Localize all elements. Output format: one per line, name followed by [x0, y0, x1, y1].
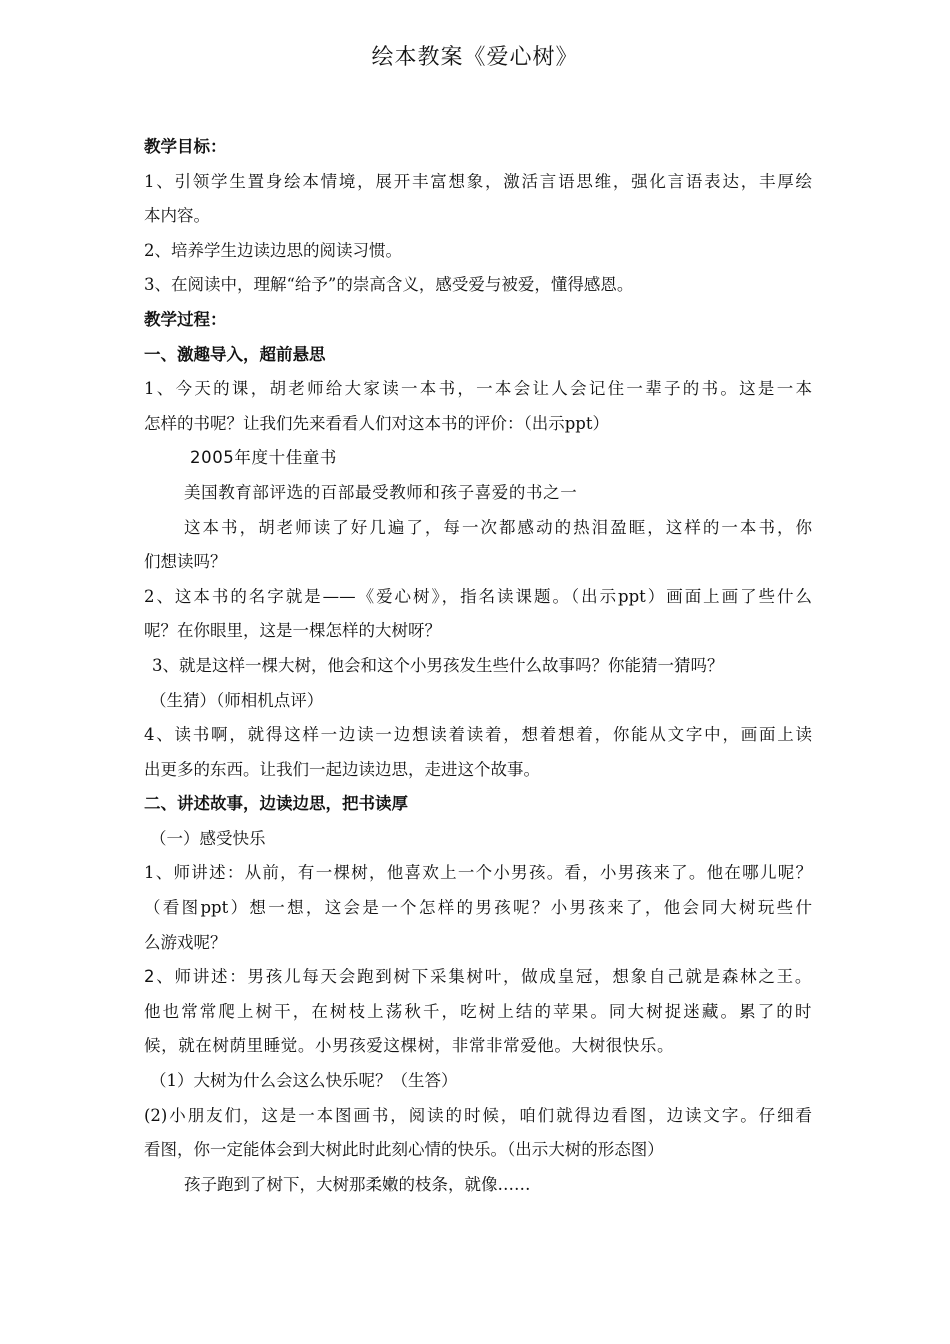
heading-teaching-process: 教学过程： — [144, 309, 227, 329]
quote-line: 2005年度十佳童书 — [190, 448, 337, 468]
document-body — [144, 130, 812, 1202]
paragraph-line: （生猜）（师相机点评） — [150, 690, 324, 710]
paragraph-line: 4、读书啊，就得这样一边读一边想读着读着，想着想着，你能从文字中，画面上读 — [144, 725, 812, 745]
paragraph-line: 2、培养学生边读边思的阅读习惯。 — [144, 240, 402, 260]
heading-teaching-goals: 教学目标： — [144, 137, 227, 156]
paragraph-line: 2、这本书的名字就是——《爱心树》，指名读课题。（出示ppt）画面上画了些什么 — [144, 586, 812, 606]
paragraph-line: 候，就在树荫里睡觉。小男孩爱这棵树，非常非常爱他。大树很快乐。 — [144, 1036, 675, 1056]
document-title: 绘本教案《爱心树》 — [371, 45, 579, 70]
paragraph-line: 3、就是这样一棵大树，他会和这个小男孩发生些什么故事吗？你能猜一猜吗？ — [152, 655, 724, 675]
paragraph-line: 1、引领学生置身绘本情境，展开丰富想象，激活言语思维，强化言语表达，丰厚绘 — [144, 171, 812, 191]
paragraph-line: 孩子跑到了树下，大树那柔嫩的枝条，就像…… — [184, 1174, 531, 1194]
paragraph-line: 他也常常爬上树干，在树枝上荡秋千，吃树上结的苹果。同大树捉迷藏。累了的时 — [144, 1001, 812, 1021]
paragraph-line: 1、师讲述：从前，有一棵树，他喜欢上一个小男孩。看，小男孩来了。他在哪儿呢？ — [144, 863, 812, 883]
paragraph-line: 这本书，胡老师读了好几遍了，每一次都感动的热泪盈眶，这样的一本书，你 — [184, 517, 812, 537]
section-heading-1: 一、激趣导入，超前悬思 — [144, 344, 326, 364]
section-heading-2: 二、讲述故事，边读边思，把书读厚 — [144, 794, 408, 814]
paragraph-line: （看图ppt）想一想，这会是一个怎样的男孩呢？小男孩来了，他会同大树玩些什 — [144, 898, 812, 918]
paragraph-line: 1、今天的课，胡老师给大家读一本书，一本会让人会记住一辈子的书。这是一本 — [144, 379, 812, 399]
paragraph-line: 怎样的书呢？让我们先来看看人们对这本书的评价：（出示ppt） — [144, 413, 610, 433]
paragraph-line: 本内容。 — [144, 206, 210, 226]
paragraph-line: 出更多的东西。让我们一起边读边思，走进这个故事。 — [144, 759, 540, 779]
paragraph-line: 2、师讲述：男孩儿每天会跑到树下采集树叶，做成皇冠，想象自己就是森林之王。 — [144, 967, 812, 987]
paragraph-line: 么游戏呢？ — [144, 932, 227, 952]
quote-line: 美国教育部评选的百部最受教师和孩子喜爱的书之一 — [184, 482, 578, 502]
paragraph-line: 们想读吗？ — [144, 552, 227, 572]
paragraph-line: 看图，你一定能体会到大树此时此刻心情的快乐。（出示大树的形态图） — [144, 1140, 664, 1160]
subsection-heading: （一）感受快乐 — [150, 828, 266, 848]
paragraph-line: 呢？在你眼里，这是一棵怎样的大树呀？ — [144, 621, 441, 641]
paragraph-line: （1）大树为什么会这么快乐呢？（生答） — [150, 1071, 458, 1091]
paragraph-line: 3、在阅读中，理解“给予”的崇高含义，感受爱与被爱，懂得感恩。 — [144, 275, 634, 295]
paragraph-line: (2)小朋友们，这是一本图画书，阅读的时候，咱们就得边看图，边读文字。仔细看 — [144, 1105, 812, 1125]
